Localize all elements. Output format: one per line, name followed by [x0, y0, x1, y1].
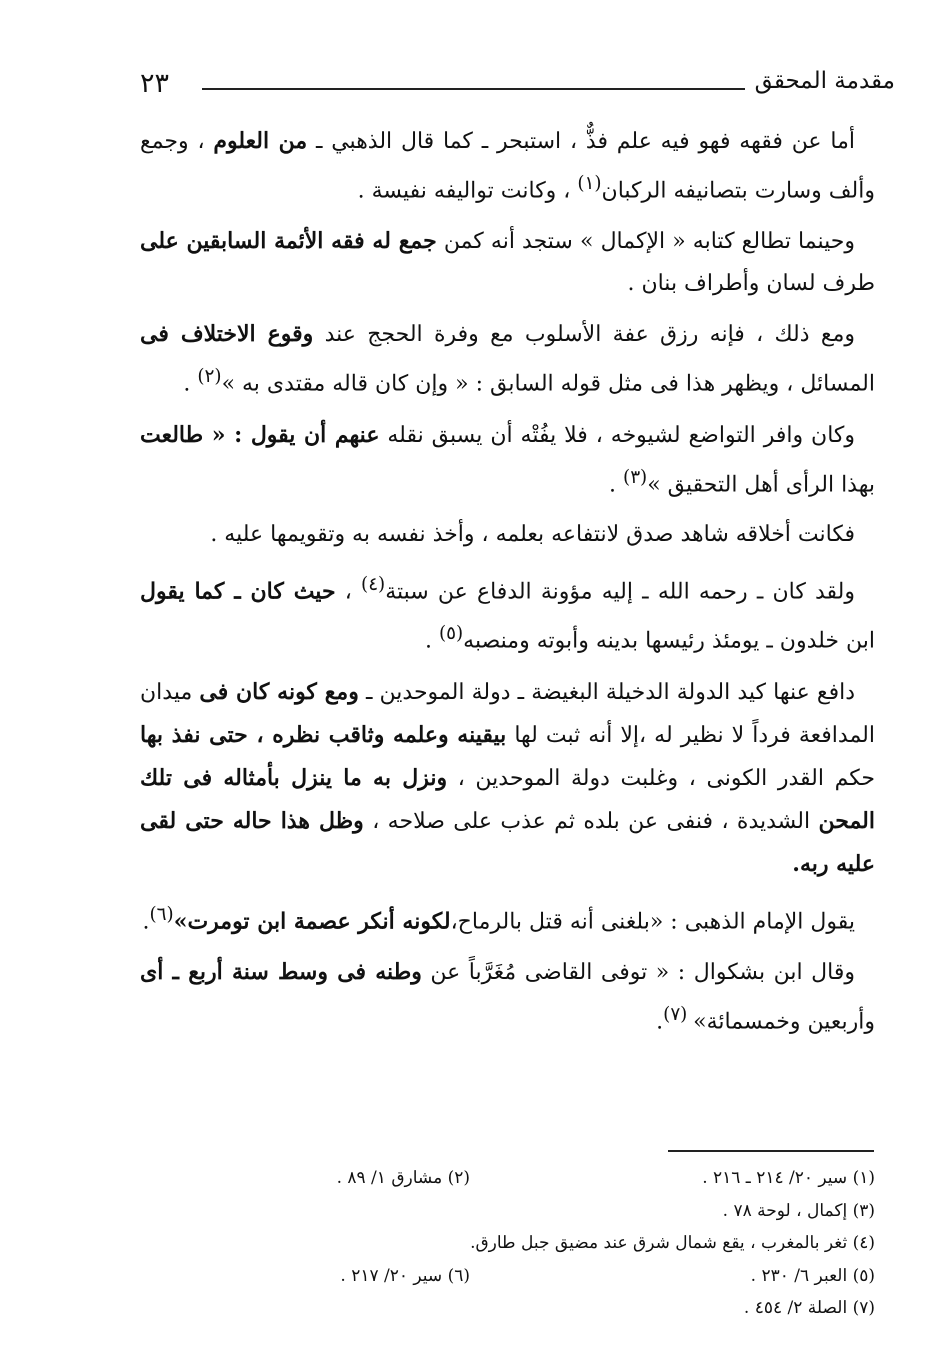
paragraph-5: فكانت أخلاقه شاهد صدق لانتفاعه بعلمه ، وأخذ نفسه به وتقويمها عليه .: [210, 521, 855, 547]
paragraph-4: [140, 414, 875, 506]
text-run: ولقد كان ـ رحمه الله ـ إليه مؤونة الدفاع عن سبتة: [385, 579, 855, 605]
text-run: أما عن فقهه فهو فيه علم فذٌّ ، استبحر ـ كما قال الذهبي ـ: [307, 129, 855, 154]
paragraph-7: [140, 671, 875, 886]
footnote-1: (١) سير ٢٠/ ٢١٤ ـ ٢١٦ .: [702, 1168, 875, 1188]
paragraph-1: [140, 120, 875, 212]
text-run: .: [183, 371, 198, 397]
footnote-row: [290, 1195, 875, 1228]
footnote-ref: (٥): [438, 623, 464, 645]
footnote-ref: (١): [577, 173, 602, 194]
text-run: .: [609, 471, 624, 497]
bold-run: وظل هذا حاله حتى لقى عليه ربه.: [140, 807, 875, 877]
footnote-ref: (٦): [149, 903, 174, 925]
footnote-separator: [668, 1150, 874, 1152]
footnote-3: (٣) إكمال ، لوحة ٧٨ .: [722, 1200, 875, 1221]
text-run: ، وكانت تواليفه نفيسة .: [357, 178, 578, 204]
footnote-row: [290, 1260, 875, 1293]
text-run: .: [424, 628, 439, 654]
bold-run: لكونه أنكر عصمة ابن تومرت»: [173, 907, 451, 934]
footnote-2: (٢) مشارق ١/ ٨٩ .: [336, 1168, 470, 1188]
footnote-5: (٥) العبر ٦/ ٢٣٠ .: [750, 1265, 875, 1286]
text-run: وقال ابن بشكوال : « توفى القاضى مُغَرَّباً عن: [421, 959, 855, 985]
text-run: حكم القدر الكونى ، وغلبت دولة الموحدين ،: [447, 765, 875, 791]
text-run: الشديدة ، فنفى عن بلده ثم عذب على صلاحه ،: [363, 808, 819, 834]
paragraph-9: [140, 951, 875, 1043]
text-run: بهذا الرأى أهل التحقيق »: [647, 471, 875, 497]
text-run: ابن خلدون ـ يومئذ رئيسها بدينه وأبوته ومنصبه: [463, 628, 875, 654]
footnote-ref: (٣): [623, 466, 648, 488]
footnote-row: [290, 1227, 875, 1260]
text-run: ومع ذلك ، فإنه رزق عفة الأسلوب مع وفرة الحجج عند: [313, 322, 855, 348]
text-run: ميدان المدافعة فرداً لا نظير له ،إلا أنه ثبت لها: [140, 679, 875, 748]
footnote-7: (٧) الصلة ٢/ ٤٥٤ .: [743, 1298, 875, 1318]
running-title: مقدمة المحقق: [754, 68, 895, 94]
body-text: [140, 120, 875, 1051]
footnote-6: (٦) سير ٢٠/ ٢١٧ .: [340, 1265, 470, 1286]
text-run: دافع عنها كيد الدولة الدخيلة البغيضة ـ دولة الموحدين ـ: [358, 679, 855, 705]
text-run: وحينما تطالع كتابه « الإكمال » ستجد أنه كمن: [436, 229, 855, 255]
footnote-row: [290, 1162, 875, 1195]
footnotes: [290, 1162, 875, 1325]
paragraph-2: [140, 220, 875, 305]
text-run: وكان وافر التواضع لشيوخه ، فلا يفُتْه أن يسبق نقله: [379, 422, 856, 448]
bold-run: حيث كان ـ كما يقول: [140, 578, 336, 605]
text-run: ، وجمع وألف وسارت بتصانيفه الركبان: [140, 129, 875, 204]
text-run: يقول الإمام الذهبى : «بلغنى أنه قتل بالرماح،: [450, 908, 855, 934]
bold-run: من العلوم: [213, 128, 308, 154]
text-run: وأربعين وخمسمائة»: [693, 1009, 875, 1035]
bold-run: ومع كونه كان فى: [199, 678, 359, 705]
paragraph-3: [140, 313, 875, 405]
header-rule: [202, 88, 745, 90]
paragraph-8: [140, 894, 875, 943]
bold-run: جمع له فقه الأئمة السابقين على: [140, 228, 437, 255]
text-run: .: [656, 1009, 664, 1035]
text-run: ،: [335, 579, 362, 605]
text-run: .: [142, 908, 150, 934]
page-header: [140, 62, 895, 106]
bold-run: ونزل به ما ينزل بأمثاله فى تلك المحن: [140, 764, 875, 834]
footnote-row: [290, 1292, 875, 1325]
footnote-4: (٤) ثغر بالمغرب ، يقع شمال شرق عند مضيق جبل طارق.: [470, 1233, 875, 1253]
paragraph-6: [140, 564, 875, 663]
bold-run: وطنه فى وسط سنة أربع ـ أى: [140, 958, 422, 985]
footnote-ref: (٢): [197, 366, 222, 388]
bold-run: عنهم أن يقول : « طالعت: [140, 421, 380, 448]
text-run: المسائل ، ويظهر هذا فى مثل قوله السابق : « وإن كان قاله مقتدى به »: [221, 371, 875, 397]
footnote-ref: (٤): [361, 573, 386, 595]
footnote-ref: (٧): [663, 1003, 694, 1025]
bold-run: بيقينه وعلمه وثاقب نظره ، حتى نفذ بها: [140, 721, 507, 748]
bold-run: وقوع الاختلاف فى: [140, 321, 314, 348]
page-number: ٢٣: [140, 68, 170, 99]
text-run: طرف لسان وأطراف بنان .: [627, 271, 875, 297]
